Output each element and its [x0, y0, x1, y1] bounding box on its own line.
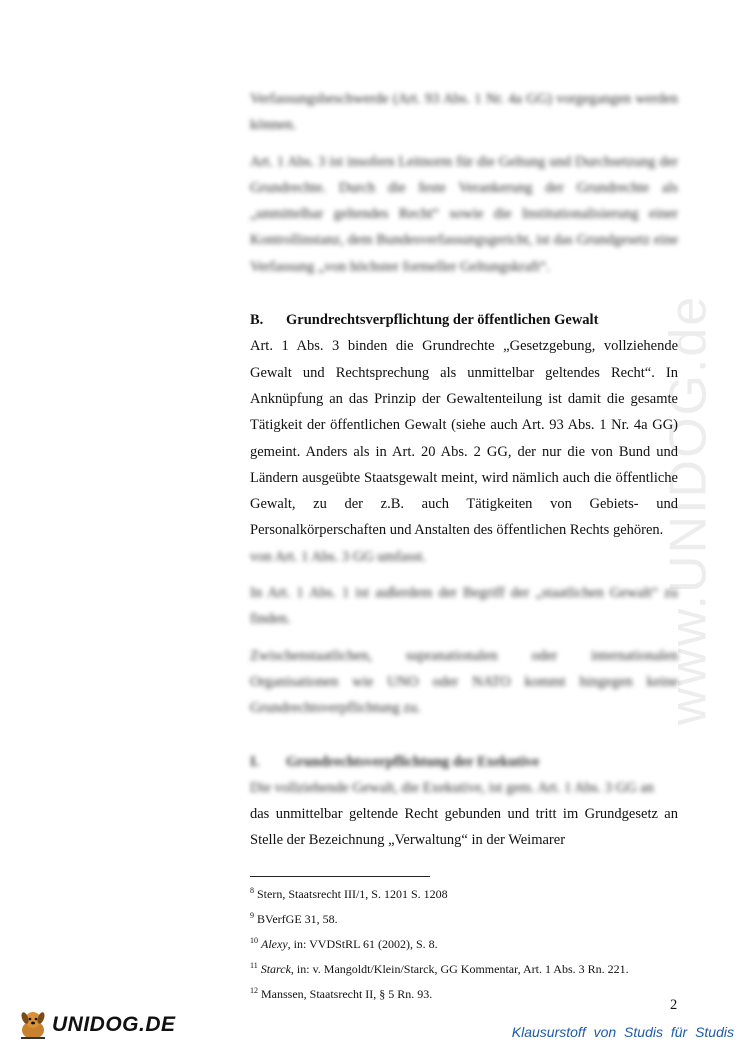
footnote: $^9$ BVerfGE 31, 58.: [250, 911, 338, 926]
body-paragraph: Art. 1 Abs. 3 binden die Grundrechte „Gesetzgebung, vollziehende Gewalt und Rechtsprechung als unmittelbar geltendes Recht“. In Anknüpfung an das Prinzip der Gewaltenteilung ist damit die gesamte Tätigkeit der öffentlichen Gewalt (siehe auch Art. 93 Abs. 1 Nr. 4a GG) gemeint. Anders als in Art. 20 Abs. 2 GG, der nur die von Bund und Ländern ausgeübte Staatsgewalt meint, wird nämlich auch die öffentliche Gewalt, zu der z.B. auch Tätigkeiten von Gebiets- und Personalkörperschaften und Anstalten des öffentlichen Rechts gehören.: [250, 338, 678, 539]
blurred-paragraph: von Art. 1 Abs. 3 GG umfasst.: [250, 548, 427, 565]
footnote: $^{12}$ Manssen, Staatsrecht II, § 5 Rn. 93.: [250, 986, 433, 1001]
section-heading-i: [250, 749, 678, 775]
watermark: www.UNIDOG.de: [659, 294, 717, 726]
blurred-paragraph: Zwischenstaatlichen, supranationalen oder internationalen Organisationen wie UNO oder NATO kommt hingegen keine Grundrechtsverpflichtung zu.: [250, 647, 678, 717]
footnotes: [250, 880, 678, 1005]
blurred-paragraph: Verfassungsbeschwerde (Art. 93 Abs. 1 Nr. 4a GG) vorgegangen werden können.: [250, 91, 678, 134]
footer-tagline: Klausurstoff von Studis für Studis: [511, 1024, 734, 1040]
section-number: I.: [250, 753, 260, 770]
body-paragraph: das unmittelbar geltende Recht gebunden und tritt im Grundgesetz an Stelle der Bezeichnung „Verwaltung“ in der Weimarer: [250, 806, 678, 849]
section-title: Grundrechtsverpflichtung der Exekutive: [286, 753, 540, 770]
logo-text: UNIDOG.DE: [52, 1013, 176, 1036]
section-number: B.: [250, 312, 264, 329]
blurred-paragraph: In Art. 1 Abs. 1 ist außerdem der Begriff der „staatlichen Gewalt“ zu finden.: [250, 585, 678, 628]
footnote: $^{10}$ Alexy, in: VVDStRL 61 (2002), S. 8.: [250, 936, 438, 951]
page-body: [250, 86, 678, 854]
section-heading-b: [250, 307, 678, 333]
blurred-paragraph: Die vollziehende Gewalt, die Exekutive, ist gem. Art. 1 Abs. 3 GG an: [250, 779, 654, 796]
unidog-logo[interactable]: [16, 1008, 176, 1042]
blurred-paragraph: Art. 1 Abs. 3 ist insofern Leitnorm für die Geltung und Durchsetzung der Grundrechte. Durch die feste Verankerung der Grundrechte als „unmittelbar geltendes Recht“ sowie die Institutionalisierung einer Kontrollinstanz, dem Bundesverfassungsgericht, ist das Grundgesetz eine Verfassung „von höchster formeller Geltungskraft“.: [250, 153, 678, 275]
footnote: $^8$ Stern, Staatsrecht III/1, S. 1201 S. 1208: [250, 886, 448, 901]
footnote-rule: [250, 876, 430, 877]
footnote: $^{11}$ Starck, in: v. Mangoldt/Klein/Starck, GG Kommentar, Art. 1 Abs. 3 Rn. 221.: [250, 961, 629, 976]
section-title: Grundrechtsverpflichtung der öffentlichen Gewalt: [286, 312, 599, 329]
page-number: 2: [670, 997, 678, 1013]
dog-icon: [16, 1008, 50, 1042]
